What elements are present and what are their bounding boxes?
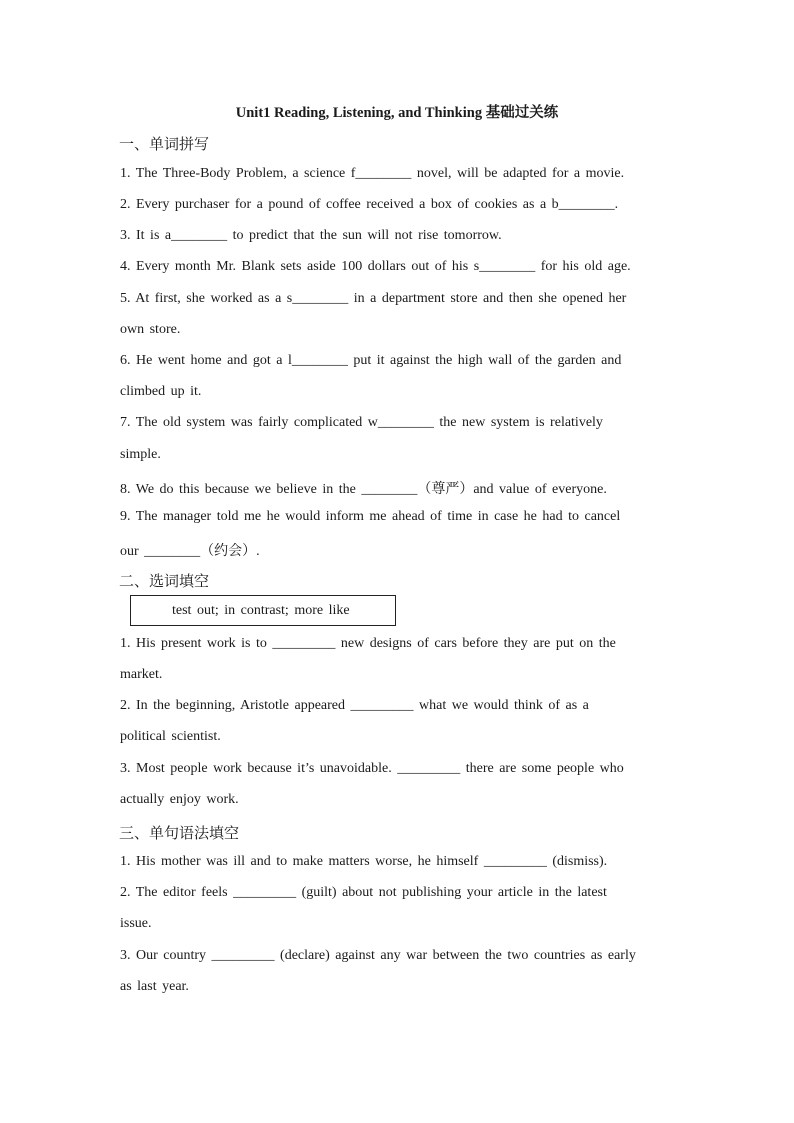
question-line: 1. The Three-Body Problem, a science f________ novel, will be adapted for a movie. xyxy=(120,166,625,181)
question-line: 2. The editor feels _________ (guilt) about not publishing your article in the latest xyxy=(120,885,607,900)
question-line: 9. The manager told me he would inform me ahead of time in case he had to cancel xyxy=(120,509,621,524)
question-line: 1. His mother was ill and to make matters worse, he himself _________ (dismiss). xyxy=(120,854,608,869)
question-line-continued: our ________（约会）. xyxy=(120,544,260,559)
question-line: 8. We do this because we believe in the ________（尊严）and value of everyone. xyxy=(120,482,607,497)
question-line: 7. The old system was fairly complicated w________ the new system is relatively xyxy=(120,415,603,430)
question-line: 3. It is a________ to predict that the sun will not rise tomorrow. xyxy=(120,228,502,243)
question-line: 4. Every month Mr. Blank sets aside 100 dollars out of his s________ for his old age. xyxy=(120,259,631,274)
question-line-continued: market. xyxy=(120,667,163,682)
page-title: Unit1 Reading, Listening, and Thinking 基础过关练 xyxy=(235,105,559,121)
question-line-continued: climbed up it. xyxy=(120,384,202,399)
question-line-continued: simple. xyxy=(120,447,161,462)
section-heading-spelling: 一、单词拼写 xyxy=(119,137,210,153)
question-line-continued: actually enjoy work. xyxy=(120,792,239,807)
question-line: 2. In the beginning, Aristotle appeared _________ what we would think of as a xyxy=(120,698,589,713)
question-line-continued: issue. xyxy=(120,916,152,931)
section-heading-word-choice: 二、选词填空 xyxy=(119,574,210,590)
question-line: 5. At first, she worked as a s________ in a department store and then she opened her xyxy=(120,291,627,306)
question-line: 6. He went home and got a l________ put it against the high wall of the garden and xyxy=(120,353,622,368)
section-heading-grammar: 三、单句语法填空 xyxy=(119,826,240,842)
question-line: 3. Our country _________ (declare) against any war between the two countries as early xyxy=(120,948,636,963)
question-line: 1. His present work is to _________ new designs of cars before they are put on the xyxy=(120,636,616,651)
question-line-continued: as last year. xyxy=(120,979,189,994)
question-line-continued: own store. xyxy=(120,322,181,337)
question-line: 3. Most people work because it’s unavoidable. _________ there are some people who xyxy=(120,761,624,776)
question-line: 2. Every purchaser for a pound of coffee received a box of cookies as a b________. xyxy=(120,197,619,212)
word-bank-box: test out; in contrast; more like xyxy=(130,595,396,626)
question-line-continued: political scientist. xyxy=(120,729,221,744)
